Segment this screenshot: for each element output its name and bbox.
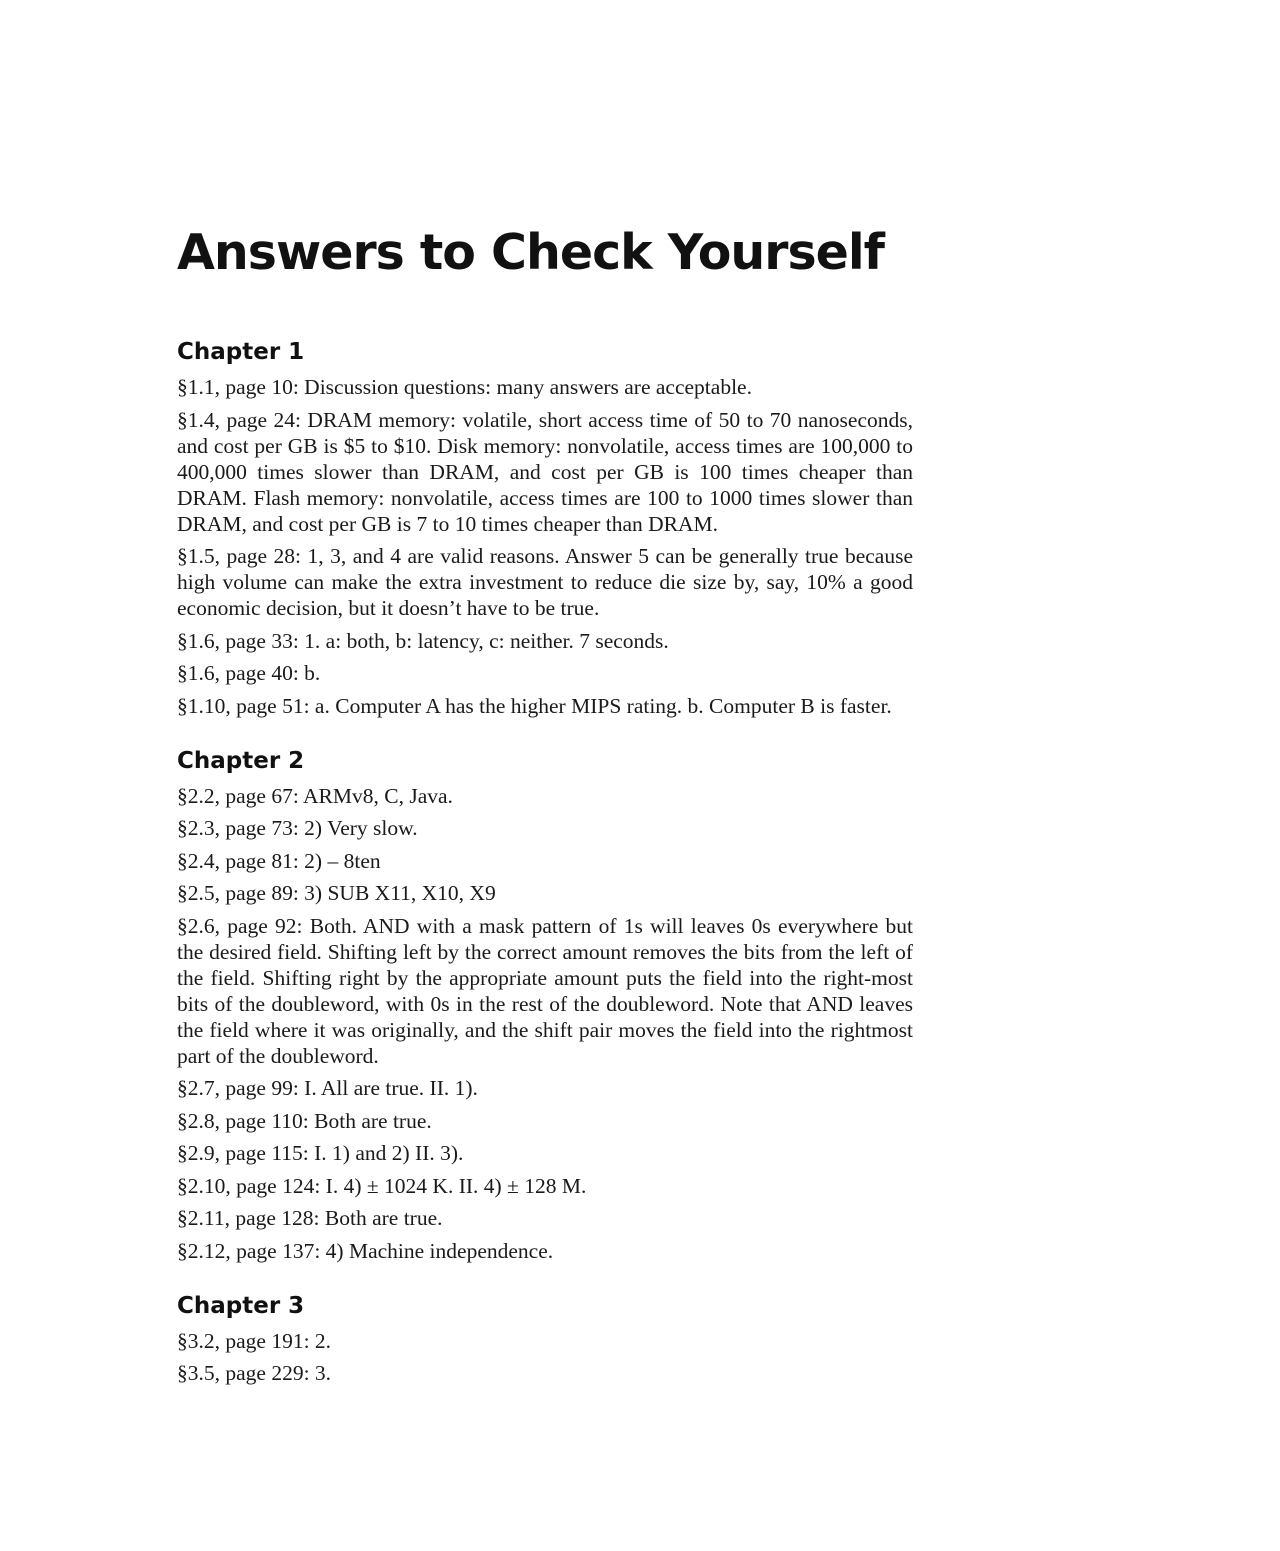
- answer-item: §3.2, page 191: 2.: [177, 1328, 332, 1353]
- answer-item: §1.1, page 10: Discussion questions: many answers are acceptable.: [177, 375, 752, 399]
- page-title: Answers to Check Yourself: [177, 224, 884, 281]
- answer-item: §2.5, page 89: 3) SUB X11, X10, X9: [177, 881, 496, 905]
- answer-item: §2.3, page 73: 2) Very slow.: [177, 816, 418, 840]
- answer-item: §2.6, page 92: Both. AND with a mask pattern of 1s will leaves 0s everywhere but the desired field. Shifting left by the correct amount removes the bits from the left of the field. Shifting right by the appropriate amount puts the field into the right-most bits of the doubleword, with 0s in the rest of the doubleword. Note that AND leaves the field where it was originally, and the shift pair moves the field into the rightmost part of the doubleword.: [177, 913, 913, 1068]
- chapter-heading: Chapter 3: [177, 1292, 305, 1319]
- answer-item: §2.12, page 137: 4) Machine independence.: [177, 1238, 554, 1263]
- answer-item: §1.6, page 40: b.: [177, 661, 321, 685]
- chapter-heading: Chapter 1: [177, 339, 305, 365]
- chapter-3-section: [177, 1292, 913, 1387]
- chapter-2-section: [177, 747, 913, 1264]
- answer-item: §2.7, page 99: I. All are true. II. 1).: [177, 1076, 478, 1100]
- answer-item: §2.2, page 67: ARMv8, C, Java.: [177, 783, 453, 808]
- answer-item: §1.5, page 28: 1, 3, and 4 are valid reasons. Answer 5 can be generally true because high volume can make the extra investment to reduce die size by, say, 10% a good economic decision, but it doesn’t have to be true.: [177, 544, 913, 620]
- chapter-1-section: [177, 338, 913, 719]
- answer-item: §1.10, page 51: a. Computer A has the higher MIPS rating. b. Computer B is faster.: [177, 693, 892, 718]
- answer-item: §2.10, page 124: I. 4) ± 1024 K. II. 4) ± 128 M.: [177, 1173, 587, 1198]
- answer-item: §2.4, page 81: 2) – 8ten: [177, 848, 381, 873]
- answer-item: §2.9, page 115: I. 1) and 2) II. 3).: [177, 1141, 464, 1165]
- answer-item: §2.11, page 128: Both are true.: [177, 1206, 443, 1230]
- answer-item: §1.4, page 24: DRAM memory: volatile, short access time of 50 to 70 nanoseconds, and cost per GB is $5 to $10. Disk memory: nonvolatile, access times are 100,000 to 400,000 times slower than DRAM, and cost per GB is 100 times cheaper than DRAM. Flash memory: nonvolatile, access times are 100 to 1000 times slower than DRAM, and cost per GB is 7 to 10 times cheaper than DRAM.: [177, 407, 913, 536]
- document-page: [177, 224, 913, 1414]
- chapter-heading: Chapter 2: [177, 747, 305, 774]
- answer-item: §2.8, page 110: Both are true.: [177, 1108, 432, 1133]
- answer-item: §3.5, page 229: 3.: [177, 1361, 332, 1385]
- answer-item: §1.6, page 33: 1. a: both, b: latency, c: neither. 7 seconds.: [177, 628, 669, 653]
